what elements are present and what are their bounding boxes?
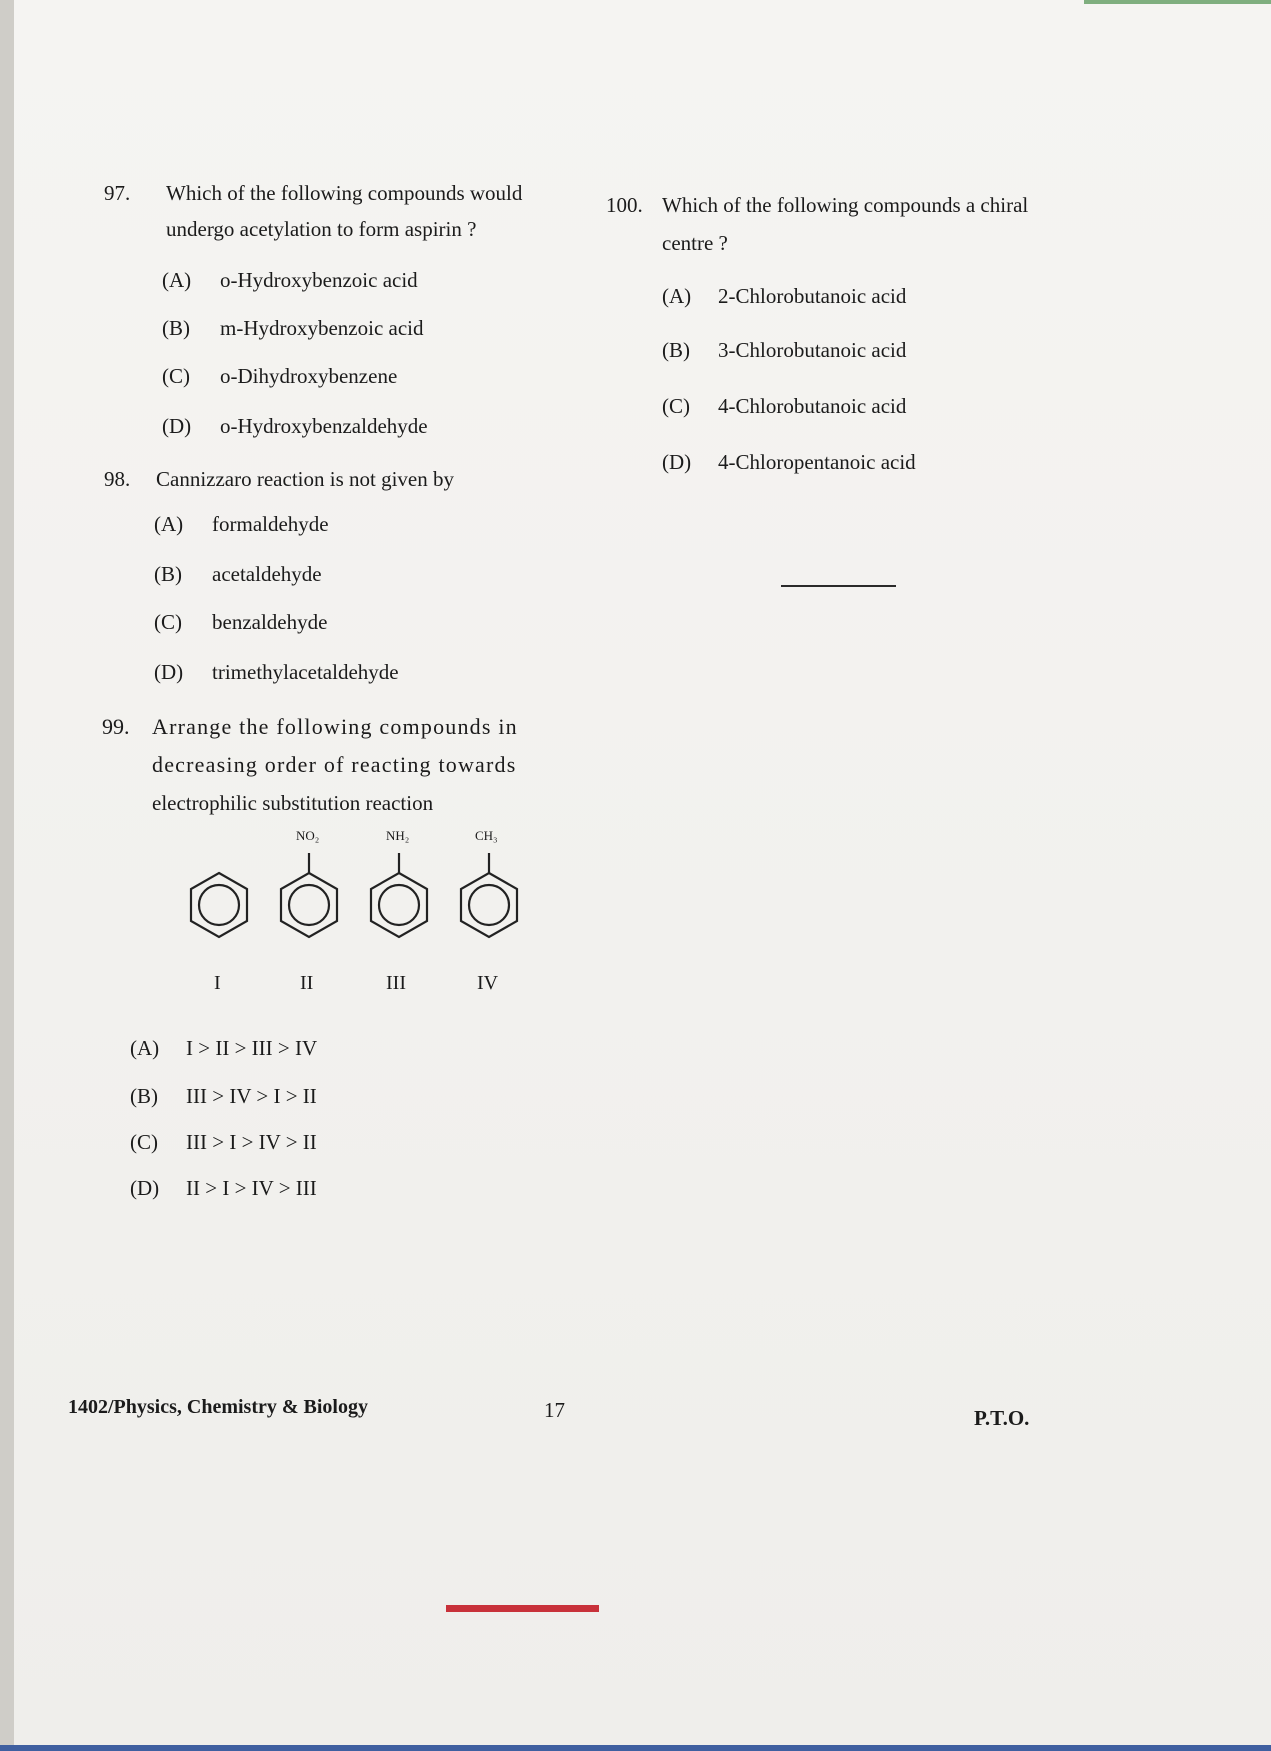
benzene-ring-i: [191, 873, 247, 937]
option-label: (C): [154, 610, 182, 634]
option-100-a[interactable]: [662, 282, 906, 310]
option-text: 2-Chlorobutanoic acid: [718, 284, 907, 308]
option-text: benzaldehyde: [212, 610, 328, 634]
footer-code: 1402/Physics, Chemistry & Biology: [68, 1396, 368, 1418]
option-label: (A): [154, 512, 184, 536]
option-text: I > II > III > IV: [186, 1036, 318, 1060]
option-99-c[interactable]: [130, 1128, 317, 1156]
substituent-nh2: NH₂: [386, 828, 410, 843]
question-text-line: Arrange the following compounds in: [152, 714, 518, 739]
option-text: III > I > IV > II: [186, 1130, 317, 1154]
option-text: o-Dihydroxybenzene: [220, 364, 398, 388]
question-text-line: Which of the following compounds a chiral: [662, 193, 1029, 217]
red-mark: [446, 1605, 599, 1612]
option-text: o-Hydroxybenzaldehyde: [220, 414, 428, 438]
substituent-ch3: CH₃: [475, 828, 498, 843]
question-number: 98.: [104, 467, 131, 491]
benzene-ring-iii: [371, 853, 427, 937]
option-label: (D): [662, 450, 692, 474]
option-text: 4-Chlorobutanoic acid: [718, 394, 907, 418]
question-text-line: centre ?: [662, 231, 728, 255]
option-label: (D): [130, 1176, 160, 1200]
option-label: (C): [662, 394, 690, 418]
option-label: (D): [154, 660, 184, 684]
option-100-c[interactable]: [662, 392, 906, 420]
option-label: (B): [162, 316, 190, 340]
option-100-b[interactable]: [662, 336, 906, 364]
option-99-d[interactable]: [130, 1174, 317, 1202]
option-text: III > IV > I > II: [186, 1084, 317, 1108]
option-98-a[interactable]: [154, 510, 329, 538]
top-edge-line: [1084, 0, 1271, 4]
option-98-c[interactable]: [154, 608, 327, 636]
option-98-d[interactable]: [154, 658, 399, 686]
option-100-d[interactable]: [662, 448, 916, 476]
option-98-b[interactable]: [154, 560, 322, 588]
option-label: (B): [662, 338, 690, 362]
benzene-ring-iv: [461, 853, 517, 937]
end-of-section-rule: [781, 585, 896, 587]
option-97-d[interactable]: [162, 412, 428, 440]
page-number: 17: [544, 1398, 565, 1422]
question-number: 97.: [104, 181, 131, 205]
option-text: 3-Chlorobutanoic acid: [718, 338, 907, 362]
option-99-a[interactable]: [130, 1034, 317, 1062]
structure-label-i: I: [214, 972, 221, 994]
option-99-b[interactable]: [130, 1082, 317, 1110]
question-number: 100.: [606, 193, 643, 217]
option-label: (A): [130, 1036, 160, 1060]
question-text-line: decreasing order of reacting towards: [152, 752, 517, 777]
option-label: (C): [130, 1130, 158, 1154]
benzene-ring-ii: [281, 853, 337, 937]
option-label: (C): [162, 364, 190, 388]
option-text: 4-Chloropentanoic acid: [718, 450, 916, 474]
option-97-c[interactable]: [162, 362, 397, 390]
exam-page: [14, 0, 1271, 1751]
option-97-a[interactable]: [162, 266, 418, 294]
option-97-b[interactable]: [162, 314, 424, 342]
option-text: trimethylacetaldehyde: [212, 660, 399, 684]
question-text-line: electrophilic substitution reaction: [152, 791, 434, 815]
option-label: (B): [154, 562, 182, 586]
option-text: o-Hydroxybenzoic acid: [220, 268, 418, 292]
structure-label-iii: III: [386, 972, 406, 994]
option-text: II > I > IV > III: [186, 1176, 317, 1200]
structures-drawing: [174, 830, 534, 980]
structure-label-ii: II: [300, 972, 314, 994]
bottom-edge-line: [0, 1745, 1271, 1751]
option-label: (A): [662, 284, 692, 308]
structure-label-iv: IV: [477, 972, 499, 994]
option-label: (A): [162, 268, 192, 292]
option-label: (D): [162, 414, 192, 438]
substituent-no2: NO₂: [296, 828, 320, 843]
benzene-structures: [174, 828, 534, 994]
please-turn-over: P.T.O.: [974, 1406, 1030, 1430]
question-text-line: undergo acetylation to form aspirin ?: [166, 217, 477, 241]
option-text: m-Hydroxybenzoic acid: [220, 316, 424, 340]
question-text-line: Which of the following compounds would: [166, 181, 523, 205]
option-text: formaldehyde: [212, 512, 329, 536]
question-text-line: Cannizzaro reaction is not given by: [156, 467, 454, 491]
option-text: acetaldehyde: [212, 562, 322, 586]
option-label: (B): [130, 1084, 158, 1108]
page-edge: [0, 0, 14, 1751]
question-number: 99.: [102, 714, 130, 739]
